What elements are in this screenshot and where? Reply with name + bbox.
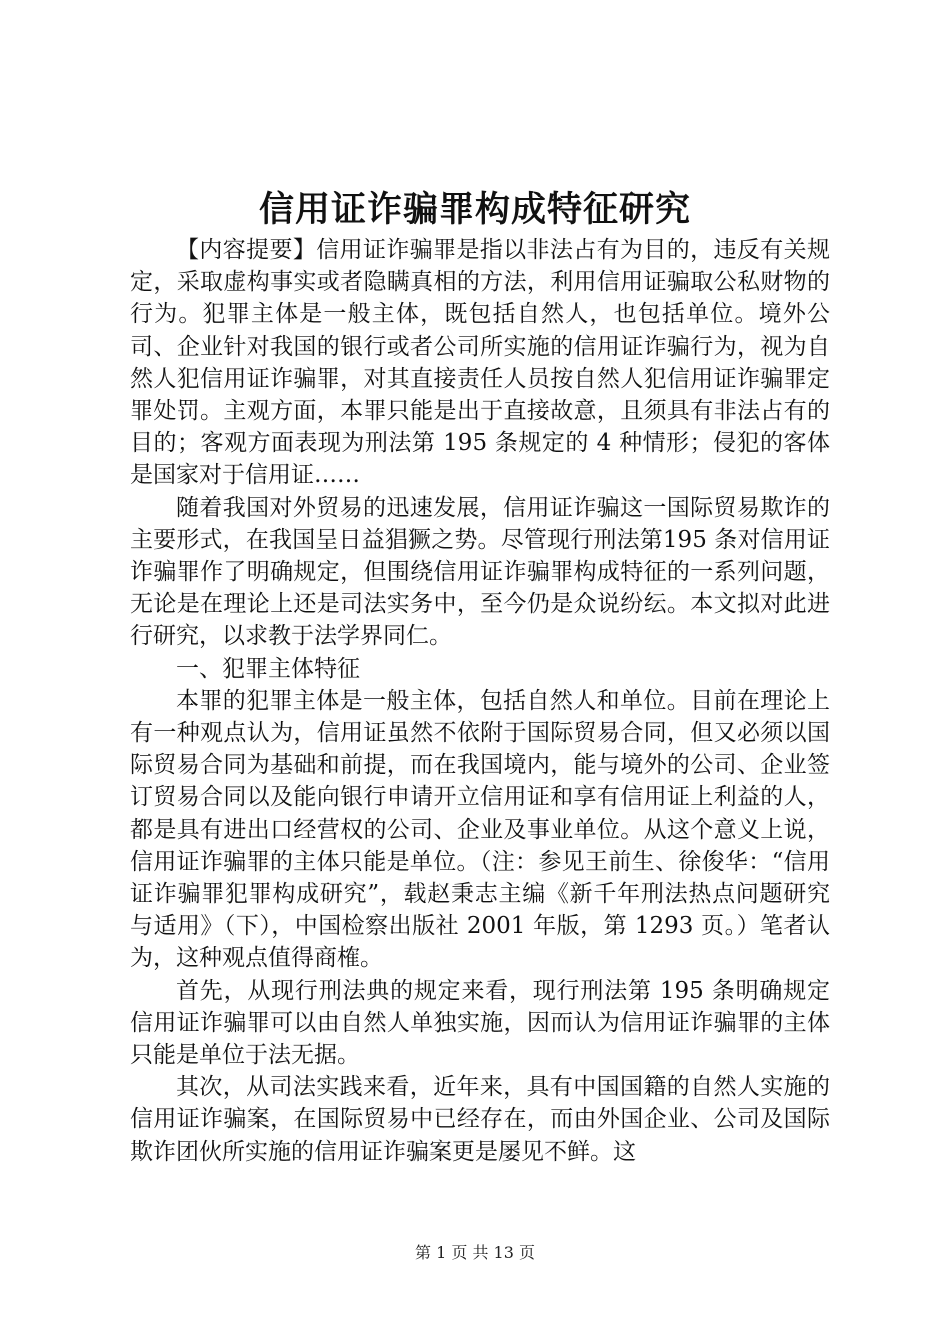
document-body xyxy=(130,234,830,1168)
document-title: 信用证诈骗罪构成特征研究 xyxy=(258,189,691,230)
abstract-paragraph: 【内容提要】信用证诈骗罪是指以非法占有为目的，违反有关规定，采取虚构事实或者隐瞒真相的方法，利用信用证骗取公私财物的行为。犯罪主体是一般主体，既包括自然人，也包括单位。境外公司、企业针对我国的银行或者公司所实施的信用证诈骗行为，视为自然人犯信用证诈骗罪，对其直接责任人员按自然人犯信用证诈骗罪定罪处罚。主观方面，本罪只能是出于直接故意，且须具有非法占有的目的；客观方面表现为刑法第 195 条规定的 4 种情形；侵犯的客体是国家对于信用证…… xyxy=(130,237,830,489)
section-heading: 一、犯罪主体特征 xyxy=(176,655,360,682)
body-paragraph: 其次，从司法实践来看，近年来，具有中国国籍的自然人实施的信用证诈骗案，在国际贸易中已经存在，而由外国企业、公司及国际欺诈团伙所实施的信用证诈骗案更是屡见不鲜。这 xyxy=(130,1074,830,1165)
body-paragraph: 首先，从现行刑法典的规定来看，现行刑法第 195 条明确规定信用证诈骗罪可以由自然人单独实施，因而认为信用证诈骗罪的主体只能是单位于法无据。 xyxy=(130,977,830,1069)
page-footer: 第 1 页 共 13 页 xyxy=(415,1243,535,1262)
intro-paragraph: 随着我国对外贸易的迅速发展，信用证诈骗这一国际贸易欺诈的主要形式，在我国呈日益猖獗之势。尽管现行刑法第195 条对信用证诈骗罪作了明确规定，但围绕信用证诈骗罪构成特征的一系列问题，无论是在理论上还是司法实务中，至今仍是众说纷纭。本文拟对此进行研究，以求教于法学界同仁。 xyxy=(130,494,830,650)
body-paragraph: 本罪的犯罪主体是一般主体，包括自然人和单位。目前在理论上有一种观点认为，信用证虽然不依附于国际贸易合同，但又必须以国际贸易合同为基础和前提，而在我国境内，能与境外的公司、企业签订贸易合同以及能向银行申请开立信用证和享有信用证上利益的人，都是具有进出口经营权的公司、企业及事业单位。从这个意义上说，信用证诈骗罪的主体只能是单位。（注：参见王前生、徐俊华：“信用证诈骗罪犯罪构成研究”，载赵秉志主编《新千年刑法热点问题研究与适用》（下），中国检察出版社 2001 年版，第 1293 页。）笔者认为，这种观点值得商榷。 xyxy=(130,687,830,972)
